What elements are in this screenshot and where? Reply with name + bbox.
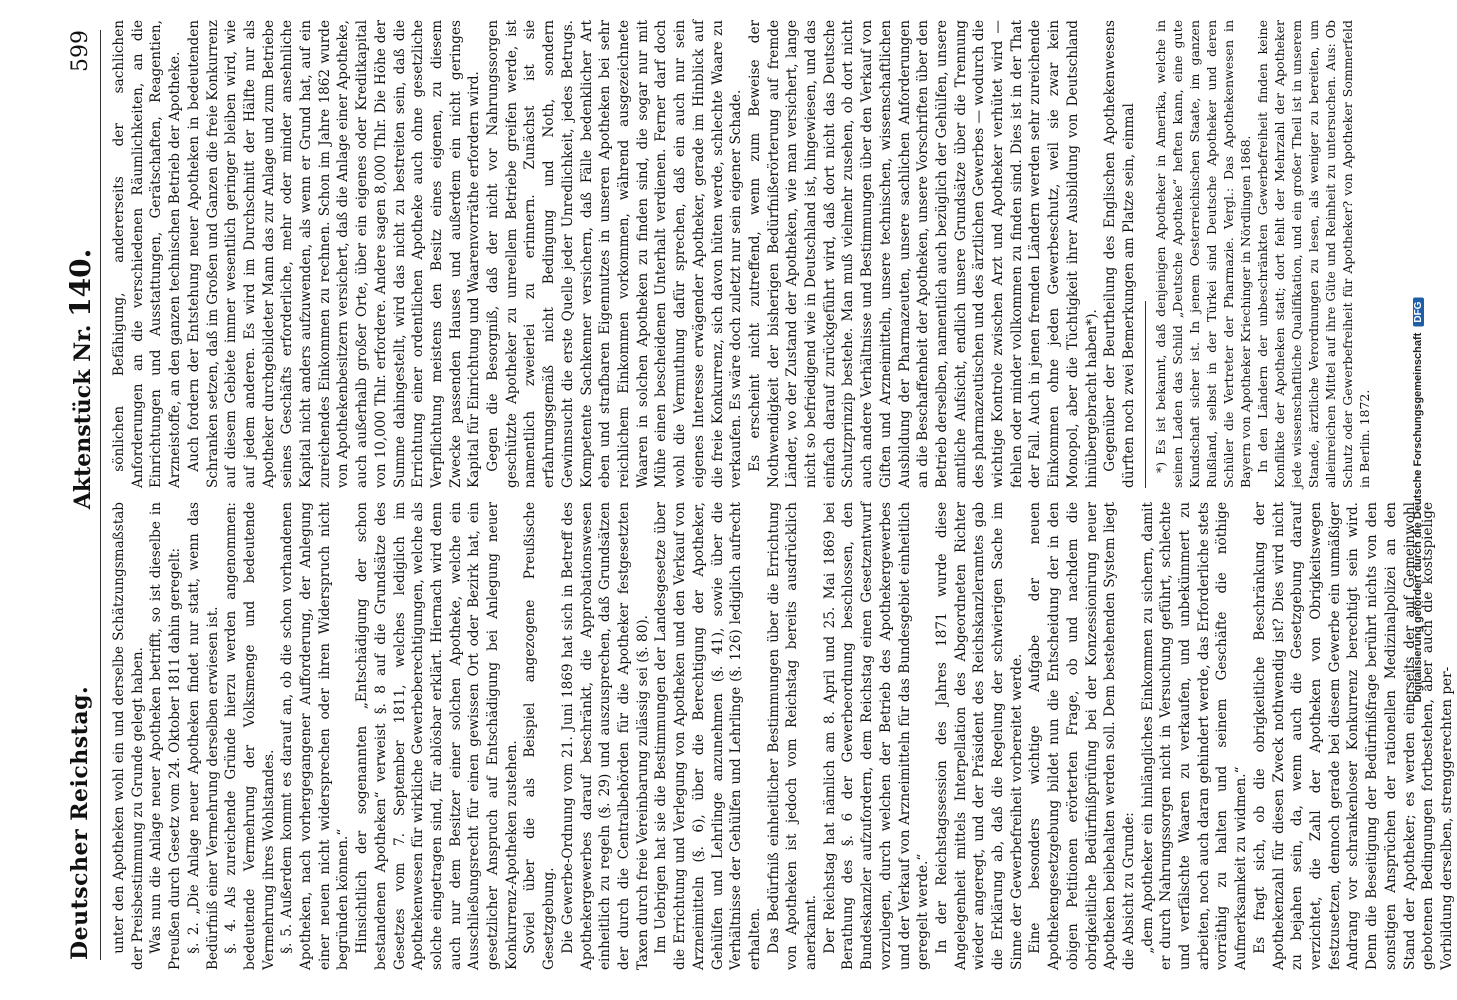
paragraph: Im Uebrigen hat sie die Bestimmungen der Landesgesetze über die Errichtung und Verlegung von Apotheken und den Verkauf von Arzneimitteln (§. 6), über die Berechtigung der Apotheker, Gehülfen und Lehrlinge anzunehmen (§. 41), sowie über die Verhältnisse der Gehülfen und Lehrlinge (§. 126) lediglich aufrecht erhalten. — [653, 502, 763, 970]
paragraph: Was nun die Anlage neuer Apotheken betrifft, so ist dieselbe in Preußen durch Gesetz vom 24. Oktober 1811 dahin geregelt: — [148, 502, 184, 970]
digitization-credit — [1404, 0, 1432, 1000]
credit-text: Digitalisierung gefördert durch die Deutsche Forschungsgemeinschaft — [1412, 332, 1424, 703]
paragraph: Eine besonders wichtige Aufgabe der neuen Apothekengesetzgebung bildet nun die Entscheidung der in den obigen Petitionen erörterten Frage, ob und nachdem die obrigkeitliche Bedürfnißprüfung bei der Konzessionirung neuer Apotheken beibehalten werden soll. Dem bestehenden System liegt die Absicht zu Grunde: — [1027, 502, 1137, 970]
paragraph: Es erscheint nicht zutreffend, wenn zum Beweise der Nothwendigkeit der bisherigen Bedürfnißerörterung auf fremde Länder, wo der Zustand der Apotheken, wie man versichert, lange nicht so befriedigend wie in Deutschland ist, hingewiesen, und das einfach darauf zurückgeführt wird, daß dort nicht das Deutsche Schutzprinzip bestehe. Man muß vielmehr zusehen, ob dort nicht auch andere Verhältnisse und Bestimmungen über den Verkauf von Giften und Arzneimitteln, unsere technischen, wissenschaftlichen Ausbildung der Pharmazeuten, unsere sachlichen Anforderungen an die Beschaffenheit der Apotheken, unsere Vorschriften über den Betrieb derselben, namentlich auch bezüglich der Gehülfen, unsere amtliche Aufsicht, endlich unsere Grundsätze über die Trennung des pharmazeutischen und des ärztlichen Gewerbes — wodurch die wichtige Kontrole zwischen Arzt und Apotheker verhütet wird — fehlen oder minder vollkommen zu finden sind. Dies ist in der That der Fall. Auch in jenen fremden Ländern werden sehr zureichende Einkommen ohne jeden Gewerbeschutz, weil sie zwar kein Monopol, aber die Tüchtigkeit ihrer Ausbildung von Deutschland hinübergebracht haben*). — [746, 20, 1100, 488]
paragraph: Gegenüber der Beurtheilung des Englischen Apothekenwesens dürften noch zwei Bemerkungen am Platze sein, einmal — [1102, 20, 1137, 488]
header-document-number — [64, 249, 97, 510]
paragraph: §. 4. Als zureichende Gründe hierzu werden angenommen: bedeutende Vermehrung der Volksmenge und bedeutende Vermehrung ihres Wohlstandes. — [223, 502, 277, 970]
page-header — [60, 30, 101, 960]
footnotes — [1152, 20, 1373, 488]
paragraph: sönlichen Befähigung, andererseits der sachlichen Anforderungen an die verschiedenen Räumlichkeiten, an die Einrichtungen und Ausstattungen, Gerätschaften, Reagentien, Arzneistoffe, an den ganzen technischen Betrieb der Apotheke. — [111, 20, 184, 488]
header-title: Deutscher Reichstag. — [67, 685, 93, 960]
paragraph: In den Ländern der unbeschränkten Gewerbefreiheit finden keine Konflikte der Apotheken statt; dort fehlt der Mehrzahl der Apotheker jede wissenschaftliche Qualifikation, und ein großer Theil ist in unserem Stande, ärztliche Verordnungen zu lesen, als weniger zu bereiten, um alleinreichen Mittel auf ihre Güte und Reinheit zu untersuchen. Aus: Ob Schutz oder Gewerbefreiheit für Apotheker? von Apotheker Sommerfeld in Berlin. 1872. — [1254, 20, 1372, 488]
header-document-value: 140. — [63, 248, 97, 317]
paragraph: Der Reichstag hat nämlich am 8. April und 25. Mai 1869 bei Berathung des §. 6 der Gewerbeordnung beschlossen, den Bundeskanzler aufzufordern, dem Reichstag einen Gesetzentwurf vorzulegen, durch welchen der Betrieb des Apothekergewerbes und der Verkauf von Arzneimitteln für das Bundesgebiet einheitlich geregelt werde.“ — [821, 502, 932, 970]
paragraph: unter den Apotheken wohl ein und derselbe Schätzungsmaßstab der Preisbestimmung zu Grunde gelegt haben. — [111, 502, 146, 970]
column-body — [110, 20, 1139, 488]
paragraph: „dem Apotheker ein hinlängliches Einkommen zu sichern, damit er durch Nahrungssorgen nicht in Versuchung geführt, schlechte und verfälschte Waaren zu verkaufen, und unbekümmert zu arbeiten, noch auch daran gehindert werde, das Erforderliche stets vorräthig zu halten und seinem Geschäfte die nöthige Aufmerksamkeit zu widmen.“ — [1139, 502, 1250, 970]
page-number: 599 — [67, 30, 93, 73]
paragraph: In der Reichstagssession des Jahres 1871 wurde diese Angelegenheit mittels Interpellation des Abgeordneten Richter wieder angeregt, und der Präsident des Reichskanzleramtes gab die Erklärung ab, daß die Regelung der schwierigen Sache im Sinne der Gewerbefreiheit vorbereitet werde. — [933, 502, 1025, 970]
paragraph: §. 2. „Die Anlage neuer Apotheken findet nur statt, wenn das Bedürfniß einer Vermehrung derselben erwiesen ist. — [185, 502, 221, 970]
credit-line — [1412, 298, 1424, 703]
paragraph: Hinsichtlich der sogenannten „Entschädigung der schon bestandenen Apotheken“ verweist §. 8 auf die Grundsätze des Gesetzes vom 7. September 1811, welches lediglich im Apothekenwesen für wirkliche Gewerbeberechtigungen, welche als solche eingetragen sind, für ablösbar erklärt. Hiernach wird denn auch nur dem Besitzer einer solchen Apotheke, welche ein Ausschließungsrecht für einen gewissen Ort oder Bezirk hat, ein gesetzlicher Anspruch auf Entschädigung bei Anlegung neuer Konkurrenz-Apotheken zustehen. — [354, 502, 520, 970]
paragraph: §. 5. Außerdem kommt es darauf an, ob die schon vorhandenen Apotheken, nach vorhergegangener Aufforderung, der Anlegung einer neuen nicht widersprechen oder ihren Widerspruch nicht begründen können.“ — [279, 502, 352, 970]
text-column-right — [110, 20, 1372, 488]
dfg-logo: DFG — [1413, 298, 1424, 327]
header-document-label: Aktenstück Nr. — [69, 324, 96, 510]
paragraph: *) Es ist bekannt, daß denjenigen Apotheker in Amerika, welche in seinen Laden das Schild „Deutsche Apotheke“ heften kann, eine gute Kundschaft sicher ist. In jenem Oesterreichischen Staate, im ganzen Rußland, selbst in der Türkei sind Deutsche Apotheker und deren Schüler die Vertreter der Pharmazie. Vergl.: Das Apothekenwesen in Bayern von Apotheker Kriechinger in Nördlingen 1868. — [1152, 20, 1253, 488]
paragraph: Die Gewerbe-Ordnung vom 21. Juni 1869 hat sich in Betreff des Apothekergewerbes darauf beschränkt, die Approbationswesen einheitlich zu regeln (§. 29) und auszusprechen, daß Grundsätzen der durch die Centralbehörden für die Apotheker festgesetzten Taxen durch freie Vereinbarung zulässig sei (§. 80). — [559, 502, 651, 970]
paragraph: Soviel über die als Beispiel angezogene Preußische Gesetzgebung. — [522, 502, 558, 970]
paragraph: Auch fordern der Entstehung neuer Apotheken in bedeutenden Schranken setzen, daß im Großen und Ganzen die freie Konkurrenz auf diesem Gebiete immer wesentlich geringer bleiben wird, wie auf jedem anderen. Es wird im Durchschnitt der Hälfte nur als Apotheker durchgebildeter Mann das zur Anlage und zum Betriebe seines Geschäfts erforderliche, mehr oder minder ansehnliche Kapital nicht anders aufzuwenden, als wenn er Grund hat, auf ein zureichendes Einkommen zu rechnen. Schon im Jahre 1862 wurde von Apothekenbesitzern versichert, daß die Anlage einer Apotheke, auch außerhalb großer Orte, über ein eigenes oder Kreditkapital von 10,000 Thlr. erfordere. Andere sagen 8,000 Thlr. Die Höhe der Summe dahingestellt, wird das nicht zu bestreiten sein, daß die Errichtung einer ordentlichen Apotheke auch ohne gesetzliche Verpflichtung meistens den Besitz eines eigenen, zu diesem Zwecke passenden Hauses und außerdem ein nicht geringes Kapital für Einrichtung und Waarenvorräthe erfordern wird. — [185, 20, 483, 488]
paragraph: Es fragt sich, ob die obrigkeitliche Beschränkung der Apothekenzahl für diesen Zweck nothwendig ist? Dies wird nicht zu bejahen sein, da, wenn auch die Gesetzgebung darauf verzichtet, die Zahl der Apotheken von Obrigkeitswegen festzusetzen, dennoch gerade bei diesem Gewerbe ein unmäßiger Andrang vor schrankenloser Konkurrenz berechtigt sein wird. Denn die Beseitigung der Bedürfnißfrage berührt nichts von den sonstigen Ansprüchen der rationellen Medizinalpolizei an den Stand der Apotheker; es werden einerseits der auf Gemeinwohl gebotenen Bedingungen fortbestehen, aber auch die kostspielige Vorbildung derselben, strenggerechten per- — [1251, 502, 1455, 970]
footnote-divider — [1145, 301, 1146, 488]
paragraph: Gegen die Besorgniß, daß der nicht vor Nahrungssorgen geschützte Apotheker zu unreellem Betriebe greifen werde, ist namentlich zweierlei zu erinnern. Zunächst ist sie erfahrungsgemäß nicht Bedingung und Noth, sondern Gewinnsucht die erste Quelle jeder Unredlichkeit, jedes Betrugs. Kompetente Sachkenner versichern, daß Fälle bedenklicher Art eben und strafbaren Eigennutzes in unseren Apotheken bei sehr reichlichem Einkommen vorkommen, während ausgezeichnete Waaren in solchen Apotheken zu finden sind, die sogar nur mit Mühe einen bescheidenen Unterhalt verdienen. Ferner darf doch wohl die Vermuthung dafür sprechen, daß ein auch nur sein eigenes Interesse erwägender Apotheker, gerade im Hinblick auf die freie Konkurrenz, sich davon hüten werde, schlechte Waare zu verkaufen. Es wäre doch zuletzt nur sein eigener Schade. — [485, 20, 745, 488]
paragraph: Das Bedürfniß einheitlicher Bestimmungen über die Errichtung von Apotheken ist jedoch vom Reichstag bereits ausdrücklich anerkannt. — [765, 502, 820, 970]
